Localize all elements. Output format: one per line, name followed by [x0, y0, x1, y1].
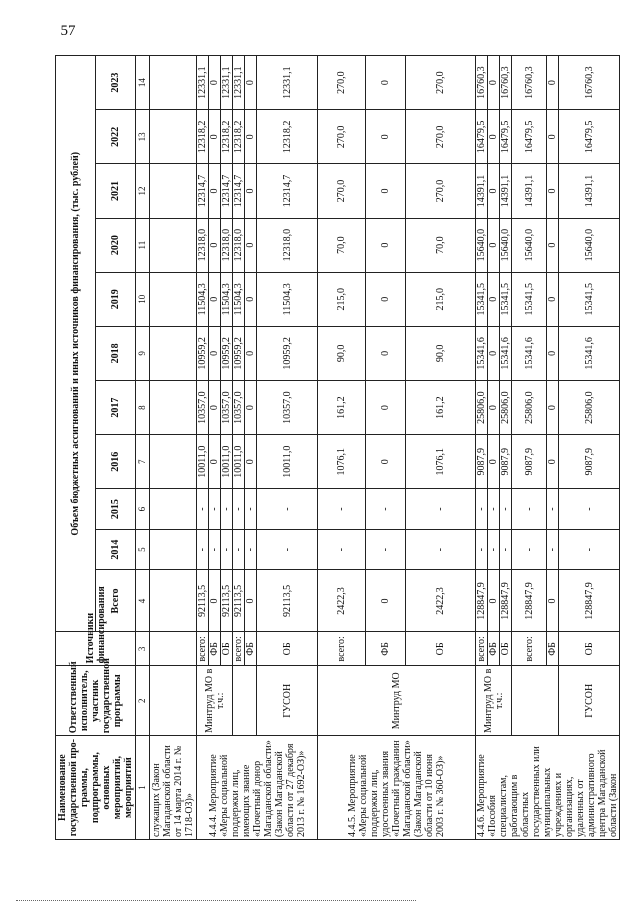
value-cell: 0 — [366, 218, 406, 272]
page-number: 57 — [60, 23, 76, 39]
value-cell: 0 — [209, 56, 221, 110]
executor-cell: Минтруд МО в т.ч.: — [197, 666, 233, 736]
source-cell: ОБ — [500, 632, 512, 666]
value-cell: 0 — [366, 435, 406, 489]
value-cell: - — [559, 529, 620, 570]
value-cell: 10959,2 — [233, 326, 245, 380]
value-cell: 0 — [209, 110, 221, 164]
empty-cell — [150, 218, 197, 272]
header-year-2014: 2014 — [96, 529, 136, 570]
value-cell: - — [366, 489, 406, 530]
value-cell: 15341,5 — [559, 272, 620, 326]
value-cell: 12318,0 — [197, 218, 209, 272]
source-cell: ОБ — [221, 632, 233, 666]
value-cell: 11504,3 — [257, 272, 318, 326]
value-cell: - — [500, 489, 512, 530]
value-cell: 12318,0 — [257, 218, 318, 272]
value-cell: 12331,1 — [233, 56, 245, 110]
value-cell: 0 — [547, 56, 559, 110]
value-cell: 16760,3 — [512, 56, 547, 110]
value-cell: 0 — [488, 218, 500, 272]
column-number: 14 — [136, 56, 150, 110]
value-cell: 15640,0 — [512, 218, 547, 272]
value-cell: - — [406, 529, 476, 570]
table-row — [257, 56, 318, 840]
value-cell: 12318,2 — [221, 110, 233, 164]
value-cell: 9087,9 — [512, 435, 547, 489]
value-cell: 0 — [488, 326, 500, 380]
table-row — [318, 56, 366, 840]
footer-rule — [16, 900, 416, 901]
value-cell: 9087,9 — [559, 435, 620, 489]
value-cell: 0 — [547, 380, 559, 434]
value-cell: - — [547, 529, 559, 570]
value-cell: 0 — [245, 435, 257, 489]
value-cell: 10959,2 — [221, 326, 233, 380]
value-cell: 0 — [366, 570, 406, 632]
value-cell: 270,0 — [318, 110, 366, 164]
source-cell: ФБ — [547, 632, 559, 666]
value-cell: 270,0 — [318, 164, 366, 218]
value-cell: 15341,6 — [512, 326, 547, 380]
value-cell: 0 — [488, 435, 500, 489]
value-cell: 16760,3 — [559, 56, 620, 110]
source-cell: ОБ — [559, 632, 620, 666]
value-cell: - — [245, 529, 257, 570]
executor-cell — [512, 666, 559, 736]
value-cell: 25806,0 — [559, 380, 620, 434]
source-cell: всего: — [197, 632, 209, 666]
column-number: 4 — [136, 570, 150, 632]
value-cell: 0 — [366, 56, 406, 110]
value-cell: - — [221, 489, 233, 530]
value-cell: 12318,2 — [257, 110, 318, 164]
value-cell: 12314,7 — [221, 164, 233, 218]
value-cell: 0 — [209, 435, 221, 489]
value-cell: 25806,0 — [512, 380, 547, 434]
table-row — [233, 56, 245, 840]
value-cell: 270,0 — [406, 110, 476, 164]
value-cell: 11504,3 — [197, 272, 209, 326]
column-number: 9 — [136, 326, 150, 380]
value-cell: 2422,3 — [318, 570, 366, 632]
executor-cell: ГУСОН — [559, 666, 620, 736]
value-cell: - — [221, 529, 233, 570]
source-cell: ФБ — [488, 632, 500, 666]
value-cell: 92113,5 — [257, 570, 318, 632]
value-cell: 14391,1 — [559, 164, 620, 218]
column-number: 10 — [136, 272, 150, 326]
value-cell: 92113,5 — [221, 570, 233, 632]
value-cell: - — [488, 489, 500, 530]
value-cell: - — [559, 489, 620, 530]
value-cell: 16479,5 — [512, 110, 547, 164]
value-cell: 10959,2 — [257, 326, 318, 380]
source-cell: всего: — [476, 632, 488, 666]
value-cell: 10011,0 — [221, 435, 233, 489]
continuation-text: служащих (Закон Магаданской области от 14 марта 2014 г. № 1718-ОЗ)» — [150, 736, 197, 840]
header-total: Всего — [96, 570, 136, 632]
value-cell: - — [476, 489, 488, 530]
value-cell: 0 — [547, 110, 559, 164]
empty-cell — [150, 489, 197, 530]
value-cell: - — [257, 489, 318, 530]
source-cell: ОБ — [257, 632, 318, 666]
value-cell: 25806,0 — [476, 380, 488, 434]
value-cell: 0 — [547, 570, 559, 632]
value-cell: 0 — [245, 326, 257, 380]
value-cell: - — [318, 489, 366, 530]
value-cell: 16479,5 — [476, 110, 488, 164]
value-cell: 15341,6 — [476, 326, 488, 380]
activity-name: 4.4.6. Мероприятие «Пособия специалистам, работающим в областных государственных или муниципальных учреждениях и организациях, удаленных от административного центра Магаданской области (Закон — [476, 736, 620, 840]
header-source: Источники финансирования — [56, 632, 136, 666]
value-cell: 15640,0 — [476, 218, 488, 272]
value-cell: 0 — [209, 218, 221, 272]
source-cell: всего: — [512, 632, 547, 666]
empty-cell — [150, 110, 197, 164]
executor-cell — [233, 666, 257, 736]
table-row — [197, 56, 209, 840]
value-cell: 128847,9 — [476, 570, 488, 632]
value-cell: 0 — [245, 56, 257, 110]
table-row — [512, 56, 547, 840]
empty-cell — [150, 666, 197, 736]
source-cell: всего: — [233, 632, 245, 666]
header-year-2020: 2020 — [96, 218, 136, 272]
value-cell: - — [233, 489, 245, 530]
value-cell: - — [209, 529, 221, 570]
value-cell: 12318,0 — [221, 218, 233, 272]
empty-cell — [150, 56, 197, 110]
value-cell: 215,0 — [406, 272, 476, 326]
value-cell: 270,0 — [406, 164, 476, 218]
value-cell: 0 — [245, 272, 257, 326]
column-number: 11 — [136, 218, 150, 272]
value-cell: 12331,1 — [197, 56, 209, 110]
value-cell: - — [500, 529, 512, 570]
value-cell: 0 — [366, 272, 406, 326]
value-cell: 10357,0 — [197, 380, 209, 434]
value-cell: 10357,0 — [233, 380, 245, 434]
value-cell: 14391,1 — [476, 164, 488, 218]
executor-cell: Минтруд МО — [318, 666, 476, 736]
value-cell: 12314,7 — [257, 164, 318, 218]
value-cell: 0 — [488, 56, 500, 110]
value-cell: 12314,7 — [233, 164, 245, 218]
value-cell: - — [197, 489, 209, 530]
header-year-2022: 2022 — [96, 110, 136, 164]
value-cell: 11504,3 — [233, 272, 245, 326]
table-row — [150, 56, 197, 840]
value-cell: 12318,2 — [197, 110, 209, 164]
executor-cell: ГУСОН — [257, 666, 318, 736]
value-cell: 0 — [209, 570, 221, 632]
empty-cell — [150, 164, 197, 218]
column-number: 1 — [136, 736, 150, 840]
value-cell: - — [406, 489, 476, 530]
value-cell: - — [547, 489, 559, 530]
value-cell: 161,2 — [406, 380, 476, 434]
header-name: Наименование государственной про-граммы, подпрограммы, основных мероприятий, мероприятий — [56, 736, 136, 840]
value-cell: 215,0 — [318, 272, 366, 326]
value-cell: 15640,0 — [559, 218, 620, 272]
value-cell: 92113,5 — [197, 570, 209, 632]
empty-cell — [150, 570, 197, 632]
header-year-2019: 2019 — [96, 272, 136, 326]
value-cell: 12331,1 — [221, 56, 233, 110]
column-number: 13 — [136, 110, 150, 164]
column-number: 2 — [136, 666, 150, 736]
column-number: 12 — [136, 164, 150, 218]
value-cell: 11504,3 — [221, 272, 233, 326]
activity-name: 4.4.4. Мероприятие «Меры социальной поддержки лиц, имеющих звание «Почетный донор Магаданской области» (Закон Магаданской области от 27 декабря 2013 г. № 1692-ОЗ)» — [197, 736, 318, 840]
value-cell: 15640,0 — [500, 218, 512, 272]
value-cell: 0 — [488, 164, 500, 218]
activity-name: 4.4.5. Мероприятие «Меры социальной поддержки лиц, удостоенных звания «Почетный гражданин Магаданской области» (Закон Магаданской области от 10 июня 2003 г. № 360-ОЗ)» — [318, 736, 476, 840]
header-year-2015: 2015 — [96, 489, 136, 530]
value-cell: 10357,0 — [221, 380, 233, 434]
source-cell: ФБ — [366, 632, 406, 666]
source-cell: ОБ — [406, 632, 476, 666]
column-number: 6 — [136, 489, 150, 530]
funding-table-rotated — [55, 55, 619, 840]
column-number: 5 — [136, 529, 150, 570]
value-cell: 0 — [488, 570, 500, 632]
value-cell: 128847,9 — [500, 570, 512, 632]
value-cell: 10011,0 — [197, 435, 209, 489]
empty-cell — [150, 380, 197, 434]
value-cell: - — [245, 489, 257, 530]
value-cell: - — [197, 529, 209, 570]
source-cell: ФБ — [245, 632, 257, 666]
header-year-2018: 2018 — [96, 326, 136, 380]
value-cell: 0 — [209, 164, 221, 218]
header-year-2023: 2023 — [96, 56, 136, 110]
value-cell: 0 — [209, 272, 221, 326]
value-cell: 14391,1 — [512, 164, 547, 218]
value-cell: 128847,9 — [559, 570, 620, 632]
value-cell: 0 — [245, 570, 257, 632]
value-cell: 270,0 — [318, 56, 366, 110]
column-number: 8 — [136, 380, 150, 434]
value-cell: 12331,1 — [257, 56, 318, 110]
value-cell: 0 — [547, 435, 559, 489]
value-cell: 10357,0 — [257, 380, 318, 434]
value-cell: 128847,9 — [512, 570, 547, 632]
value-cell: 0 — [547, 164, 559, 218]
value-cell: - — [366, 529, 406, 570]
value-cell: 10959,2 — [197, 326, 209, 380]
value-cell: 0 — [488, 110, 500, 164]
header-year-2021: 2021 — [96, 164, 136, 218]
value-cell: 9087,9 — [500, 435, 512, 489]
source-cell: ФБ — [209, 632, 221, 666]
value-cell: 0 — [245, 218, 257, 272]
value-cell: 0 — [366, 164, 406, 218]
table-row — [476, 56, 488, 840]
value-cell: - — [512, 529, 547, 570]
empty-cell — [150, 435, 197, 489]
value-cell: 10011,0 — [257, 435, 318, 489]
value-cell: 90,0 — [318, 326, 366, 380]
value-cell: 0 — [547, 218, 559, 272]
source-cell: всего: — [318, 632, 366, 666]
column-number: 7 — [136, 435, 150, 489]
value-cell: - — [233, 529, 245, 570]
value-cell: 25806,0 — [500, 380, 512, 434]
value-cell: - — [476, 529, 488, 570]
value-cell: 12318,0 — [233, 218, 245, 272]
value-cell: 161,2 — [318, 380, 366, 434]
value-cell: 0 — [209, 326, 221, 380]
value-cell: 1076,1 — [318, 435, 366, 489]
value-cell: 16760,3 — [500, 56, 512, 110]
empty-cell — [150, 632, 197, 666]
value-cell: 0 — [366, 380, 406, 434]
value-cell: 0 — [547, 326, 559, 380]
value-cell: 15341,6 — [500, 326, 512, 380]
value-cell: 0 — [209, 380, 221, 434]
value-cell: 1076,1 — [406, 435, 476, 489]
table-row — [559, 56, 620, 840]
value-cell: 90,0 — [406, 326, 476, 380]
header-year-2016: 2016 — [96, 435, 136, 489]
header-executor: Ответственный исполнитель, участник государственной программы — [56, 666, 136, 736]
value-cell: 0 — [488, 272, 500, 326]
value-cell: 2422,3 — [406, 570, 476, 632]
value-cell: 9087,9 — [476, 435, 488, 489]
value-cell: 16479,5 — [559, 110, 620, 164]
value-cell: 92113,5 — [233, 570, 245, 632]
value-cell: - — [257, 529, 318, 570]
value-cell: 70,0 — [406, 218, 476, 272]
value-cell: - — [512, 489, 547, 530]
value-cell: 15341,5 — [476, 272, 488, 326]
empty-cell — [150, 272, 197, 326]
value-cell: 15341,5 — [500, 272, 512, 326]
header-year-2017: 2017 — [96, 380, 136, 434]
value-cell: - — [209, 489, 221, 530]
value-cell: 0 — [245, 110, 257, 164]
value-cell: 15341,6 — [559, 326, 620, 380]
value-cell: 14391,1 — [500, 164, 512, 218]
value-cell: 70,0 — [318, 218, 366, 272]
value-cell: 16760,3 — [476, 56, 488, 110]
value-cell: 15341,5 — [512, 272, 547, 326]
value-cell: 0 — [245, 164, 257, 218]
value-cell: 0 — [366, 326, 406, 380]
value-cell: 0 — [488, 380, 500, 434]
executor-cell: Минтруд МО в т.ч.: — [476, 666, 512, 736]
value-cell: 0 — [366, 110, 406, 164]
value-cell: 270,0 — [406, 56, 476, 110]
value-cell: 16479,5 — [500, 110, 512, 164]
empty-cell — [150, 326, 197, 380]
value-cell: - — [318, 529, 366, 570]
value-cell: 0 — [245, 380, 257, 434]
value-cell: 10011,0 — [233, 435, 245, 489]
funding-table — [55, 55, 620, 840]
empty-cell — [150, 529, 197, 570]
header-funding-title: Объем бюджетных ассигнований и иных источников финансирования, (тыс. рублей) — [56, 56, 96, 632]
value-cell: 12314,7 — [197, 164, 209, 218]
column-number: 3 — [136, 632, 150, 666]
value-cell: 12318,2 — [233, 110, 245, 164]
value-cell: - — [488, 529, 500, 570]
value-cell: 0 — [547, 272, 559, 326]
